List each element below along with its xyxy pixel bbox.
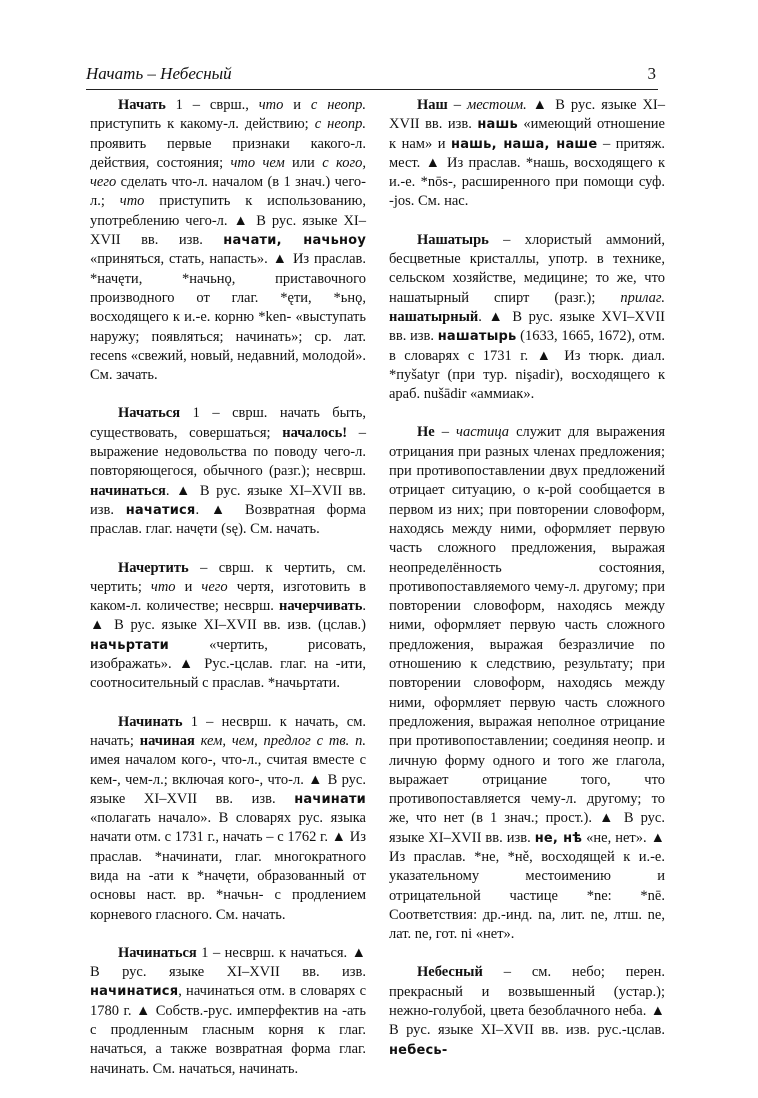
entry-text: и	[175, 578, 202, 595]
entry-text: кем, чем, предлог с тв. п.	[200, 732, 367, 749]
entry-text: нашь	[477, 117, 518, 133]
entry-text: – выражение недовольства по поводу чего-л. повторяющегося, обычного (разг.); несврш.	[90, 424, 366, 480]
entry-text: что	[150, 578, 176, 595]
entry-text: (1633, 1665, 1672), отм. в словарях с 1731 г. ▲ Из тюрк. диал. *пуšatyr (при тур. nişadir), восходящего к араб. nušādir «аммиак».	[389, 328, 666, 403]
entry-text: 1 – несврш. к начаться. ▲ В рус. языке XI–XVII вв. изв.	[90, 944, 366, 981]
dictionary-entry-ne	[389, 423, 665, 944]
entry-text: чертя, изготовить в каком-л. количестве; несврш.	[90, 578, 366, 615]
entry-text: начати, начьноу	[223, 233, 366, 249]
right-column	[389, 96, 665, 1079]
entry-text: начинаться	[90, 482, 166, 499]
dictionary-entry-nash	[389, 96, 665, 212]
entry-text: с кого, чего	[90, 154, 366, 191]
running-title: Начать – Небесный	[86, 64, 232, 83]
entry-text: . ▲ В рус. языке XVI–XVII вв. изв.	[389, 308, 665, 345]
entry-text: начатися	[125, 502, 196, 518]
entry-text: не, нѣ	[534, 830, 583, 846]
entry-headword: Наш	[417, 97, 448, 113]
entry-text: частица	[456, 424, 510, 441]
entry-text: или	[284, 154, 323, 171]
entry-text: «чертить, рисовать, изображать». ▲ Рус.-цслав. глаг. на -ити, соотносительный с праслав. *начьртати.	[90, 636, 366, 692]
entry-text: «полагать начало». В словарях рус. языка начати отм. с 1731 г., начать – с 1762 г. ▲ Из праслав. *начинати, глаг. многократного вида на -ати к *начęти, образованный от основы наст. вр. *начьн- с продлением корневого гласного. См. начать.	[90, 810, 366, 923]
entry-headword: Небесный	[417, 964, 483, 981]
entry-text: прилаг.	[620, 289, 665, 306]
entry-text: – притяж. мест. ▲ Из праслав. *нашь, восходящего к и.-е. *nōs-, расширенного при помощи суф. -jos. См. нас.	[389, 135, 665, 210]
entry-text: проявить первые признаки какого-л. действия, состояния;	[90, 135, 366, 171]
entry-text: –	[434, 424, 457, 441]
entry-text: , начинаться отм. в словарях с 1780 г. ▲ Собств.-рус. имперфектив на -ать с продленным гласным корня к глаг. начаться, а также возвратная форма глаг. начинать. См. начаться, начинать.	[90, 983, 366, 1077]
entry-text: . ▲ В рус. языке XI–XVII вв. изв. (цслав.)	[90, 598, 366, 634]
entry-headword: Начертить	[118, 559, 189, 576]
entry-text: «не, нет». ▲ Из праслав. *не, *нě, восходящей к и.-е. указательному местоимению и отрицательной частице *ne: *nē. Соответствия: др.-инд. na, лит. ne, лтш. ne, лат. ne, гот. ni «нет».	[389, 829, 665, 943]
entry-headword: Начинать	[118, 713, 183, 730]
entry-text: 1 – несврш. к начать, см. начать;	[90, 713, 366, 749]
header-rule	[86, 89, 658, 90]
entry-text: «приняться, стать, напасть». ▲ Из праслав. *начęти, *начьнǫ, приставочного производного от глаг. *ęти, *ьнǫ, восходящего к и.-е. корню *ken- «выступать наружу; появляться; начинать»; ср. лат. recens «свежий, новый, недавний, молодой». См. зачать.	[90, 251, 366, 384]
page-header	[86, 60, 656, 88]
dictionary-entry-nachinat	[90, 713, 366, 925]
entry-text: ▲ В рус. языке XI–XVII вв. изв.	[389, 97, 666, 133]
entry-text: служит для выражения отрицания при разных членах предложения; при противопоставлении двух предложений отрицает ситуацию, о к-рой сообщается в первом из них; при повторении словоформ, находясь между ними, оформляет первую часть сложного предложения, выражая неопределённость состояния, противопоставляемого чему-л. другому; при повторении словоформ, находясь между ними, оформляет первую часть сложного предложения, выражая безразличие по отношению к следствию, результату; при повторении словоформ, находясь между ними, оформляет первую часть сложного предложения, выражая неполное отрицание при противопоставлении; соединяя неопр. и личную форму одного и того же глагола, выражает отрицание того, что противопоставляется чему-л. другому; то же, что нет (в 1 знач.; прост.). ▲ В рус. языке XI–XVII вв. изв.	[389, 424, 665, 846]
entry-text: нашатырь	[437, 329, 517, 345]
entry-text: начерчивать	[279, 598, 363, 615]
entry-text: сделать что-л. началом (в 1 знач.) чего-л.;	[90, 174, 366, 210]
entry-headword: Нашатырь	[417, 231, 489, 248]
entry-text: начьртати	[90, 637, 169, 653]
entry-text: что	[258, 97, 284, 113]
entry-headword: Начинаться	[118, 944, 197, 961]
dictionary-entry-nachinatsya	[90, 944, 366, 1079]
dictionary-entry-nachertit	[90, 559, 366, 694]
entry-text: с неопр.	[310, 97, 367, 113]
entry-text: 1 – сврш. начать быть, существовать, совершаться;	[90, 405, 366, 441]
entry-text: 1 – сврш.,	[165, 97, 259, 113]
entry-text: . ▲ Возвратная форма праслав. глаг. начęти (sę). См. начать.	[90, 501, 366, 538]
entry-text: – см. небо; перен. прекрасный и возвышенный (устар.); нежно-голубой, цвета безоблачного неба. ▲ В рус. языке XI–XVII вв. изв. рус.-цслав.	[389, 964, 665, 1039]
entry-text: что	[119, 193, 145, 210]
entry-text: начинатися	[90, 984, 179, 1000]
entry-text: имея началом кого-, что-л., считая вместе с кем-, чем-л.; включая кого-, что-л. ▲ В рус. языке XI–XVII вв. изв.	[90, 752, 366, 807]
entry-text: приступить к использованию, употреблению чего-л. ▲ В рус. языке XI–XVII вв. изв.	[90, 193, 366, 249]
entry-text: – сврш. к чертить, см. чертить;	[90, 559, 366, 595]
entry-text: начинати	[294, 791, 366, 807]
entry-text: начиная	[139, 732, 195, 749]
entry-text: что чем	[230, 154, 285, 171]
dictionary-entry-nashatyr	[389, 231, 665, 405]
entry-text: с неопр.	[314, 116, 366, 133]
left-column	[90, 96, 366, 1098]
entry-text: и	[283, 97, 311, 113]
entry-text: чего	[201, 578, 228, 595]
entry-headword: Начаться	[118, 405, 181, 422]
entry-text: приступить к какому-л. действию;	[90, 116, 315, 133]
entry-text: . ▲ В рус. языке XI–XVII вв. изв.	[90, 482, 366, 518]
entry-text: небесь-	[389, 1042, 448, 1058]
dictionary-entry-nebesny	[389, 963, 665, 1059]
entry-text: нашь, наша, наше	[451, 136, 598, 152]
entry-text: –	[447, 97, 467, 113]
entry-headword: Не	[417, 424, 435, 441]
dictionary-entry-nachat	[90, 96, 366, 385]
entry-text: – хлористый аммоний, бесцветные кристаллы, употр. в технике, сельском хозяйстве, медицине; то же, что нашатырный спирт (разг.);	[389, 231, 665, 306]
entry-text: нашатырный	[389, 308, 479, 325]
page-number: 3	[647, 64, 656, 83]
dictionary-entry-nachatsya	[90, 404, 366, 539]
entry-headword: Начать	[118, 97, 166, 113]
entry-text: местоим.	[466, 97, 527, 113]
entry-text: началось!	[282, 424, 348, 441]
entry-text: «имеющий отношение к нам» и	[389, 116, 665, 152]
